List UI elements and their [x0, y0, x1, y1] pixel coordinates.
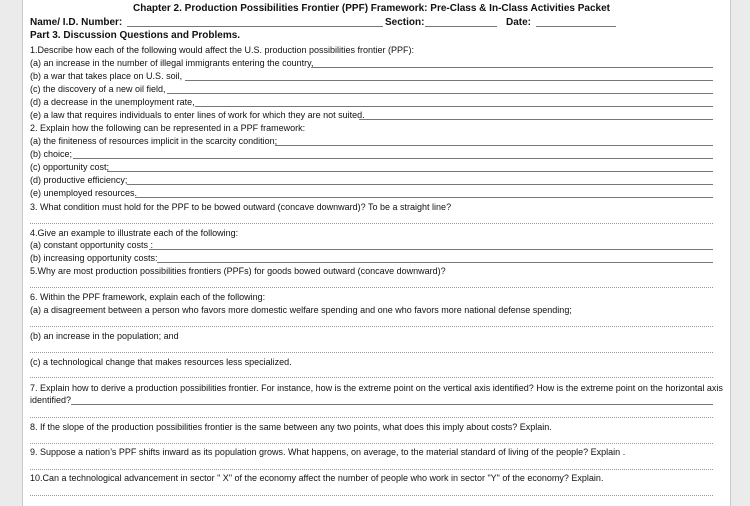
q1-item-e: (e) a law that requires individuals to enter lines of work for which they are not suited. — [30, 110, 365, 120]
q4a-answer-line[interactable] — [149, 249, 713, 250]
q1-item-d: (d) a decrease in the unemployment rate, — [30, 97, 195, 107]
q2a-answer-line[interactable] — [275, 145, 713, 146]
q9-prompt: 9. Suppose a nation’s PPF shifts inward as its population grows. What happens, on average, to the material standard of living of the people? Explain . — [30, 447, 626, 457]
q4-item-a: (a) constant opportunity costs : — [30, 240, 154, 250]
q1-item-b: (b) a war that takes place on U.S. soil, — [30, 71, 183, 81]
q5-prompt: 5.Why are most production possibilities frontiers (PPFs) for goods bowed outward (concave downward)? — [30, 266, 446, 276]
q8-prompt: 8. If the slope of the production possibilities frontier is the same between any two points, what does this imply about costs? Explain. — [30, 422, 552, 432]
q2-item-c: (c) opportunity cost; — [30, 162, 110, 172]
q1b-answer-line[interactable] — [185, 80, 713, 81]
document-title: Chapter 2. Production Possibilities Frontier (PPF) Framework: Pre-Class & In-Class Activities Packet — [133, 3, 610, 14]
q3-prompt: 3. What condition must hold for the PPF to be bowed outward (concave downward)? To be a straight line? — [30, 202, 452, 212]
q6a-answer-line[interactable] — [30, 326, 713, 327]
q7-answer-line[interactable] — [71, 404, 713, 405]
q2d-answer-line[interactable] — [127, 184, 713, 185]
q7-answer-line-2[interactable] — [30, 417, 713, 418]
q2-prompt: 2. Explain how the following can be represented in a PPF framework: — [30, 123, 306, 133]
q2b-answer-line[interactable] — [73, 158, 713, 159]
q8-answer-line[interactable] — [30, 443, 713, 444]
q1-item-a: (a) an increase in the number of illegal immigrants entering the country, — [30, 58, 314, 68]
q10-prompt: 10.Can a technological advancement in sector " X" of the economy affect the number of people who work in sector "Y" of the economy? Explain. — [30, 473, 604, 483]
q9-answer-line[interactable] — [30, 469, 713, 470]
q2-item-e: (e) unemployed resources. — [30, 188, 138, 198]
section-field[interactable] — [425, 26, 497, 27]
q7-prompt-line-1: 7. Explain how to derive a production possibilities frontier. For instance, how is the extreme point on the vertical axis identified? How is the extreme point on the horizontal axis — [30, 383, 723, 393]
q3-answer-line[interactable] — [30, 223, 713, 224]
date-label: Date: — [506, 17, 532, 28]
q1-prompt: 1.Describe how each of the following would affect the U.S. production possibilities frontier (PPF): — [30, 45, 415, 55]
q5-answer-line[interactable] — [30, 287, 713, 288]
q6-item-c: (c) a technological change that makes resources less specialized. — [30, 357, 292, 367]
name-label: Name/ I.D. Number: — [30, 17, 123, 28]
q4-prompt: 4.Give an example to illustrate each of the following: — [30, 228, 239, 238]
date-field[interactable] — [536, 26, 616, 27]
document-page — [22, 0, 731, 506]
q2-item-a: (a) the finiteness of resources implicit in the scarcity condition; — [30, 136, 278, 146]
right-gutter — [729, 0, 750, 506]
name-field[interactable] — [127, 26, 383, 27]
section-label: Section: — [385, 17, 425, 28]
q2-item-d: (d) productive efficiency; — [30, 175, 128, 185]
q2-item-b: (b) choice; — [30, 149, 73, 159]
q1e-answer-line[interactable] — [359, 119, 713, 120]
q6-item-a: (a) a disagreement between a person who favors more domestic welfare spending and one who favors more national defense spending; — [30, 305, 572, 315]
q1c-answer-line[interactable] — [167, 93, 713, 94]
q4-item-b: (b) increasing opportunity costs: — [30, 253, 158, 263]
part-heading: Part 3. Discussion Questions and Problems. — [30, 30, 241, 41]
q1-item-c: (c) the discovery of a new oil field, — [30, 84, 166, 94]
q6-prompt: 6. Within the PPF framework, explain each of the following: — [30, 292, 266, 302]
q2e-answer-line[interactable] — [135, 197, 713, 198]
q7-prompt-line-2: identified? — [30, 395, 72, 405]
q10-answer-line[interactable] — [30, 495, 713, 496]
left-gutter — [0, 0, 22, 506]
q6-item-b: (b) an increase in the population; and — [30, 331, 179, 341]
q6c-answer-line[interactable] — [30, 377, 713, 378]
q6b-answer-line[interactable] — [30, 352, 713, 353]
q2c-answer-line[interactable] — [107, 171, 713, 172]
q1d-answer-line[interactable] — [195, 106, 713, 107]
q1a-answer-line[interactable] — [311, 67, 713, 68]
q4b-answer-line[interactable] — [157, 262, 713, 263]
